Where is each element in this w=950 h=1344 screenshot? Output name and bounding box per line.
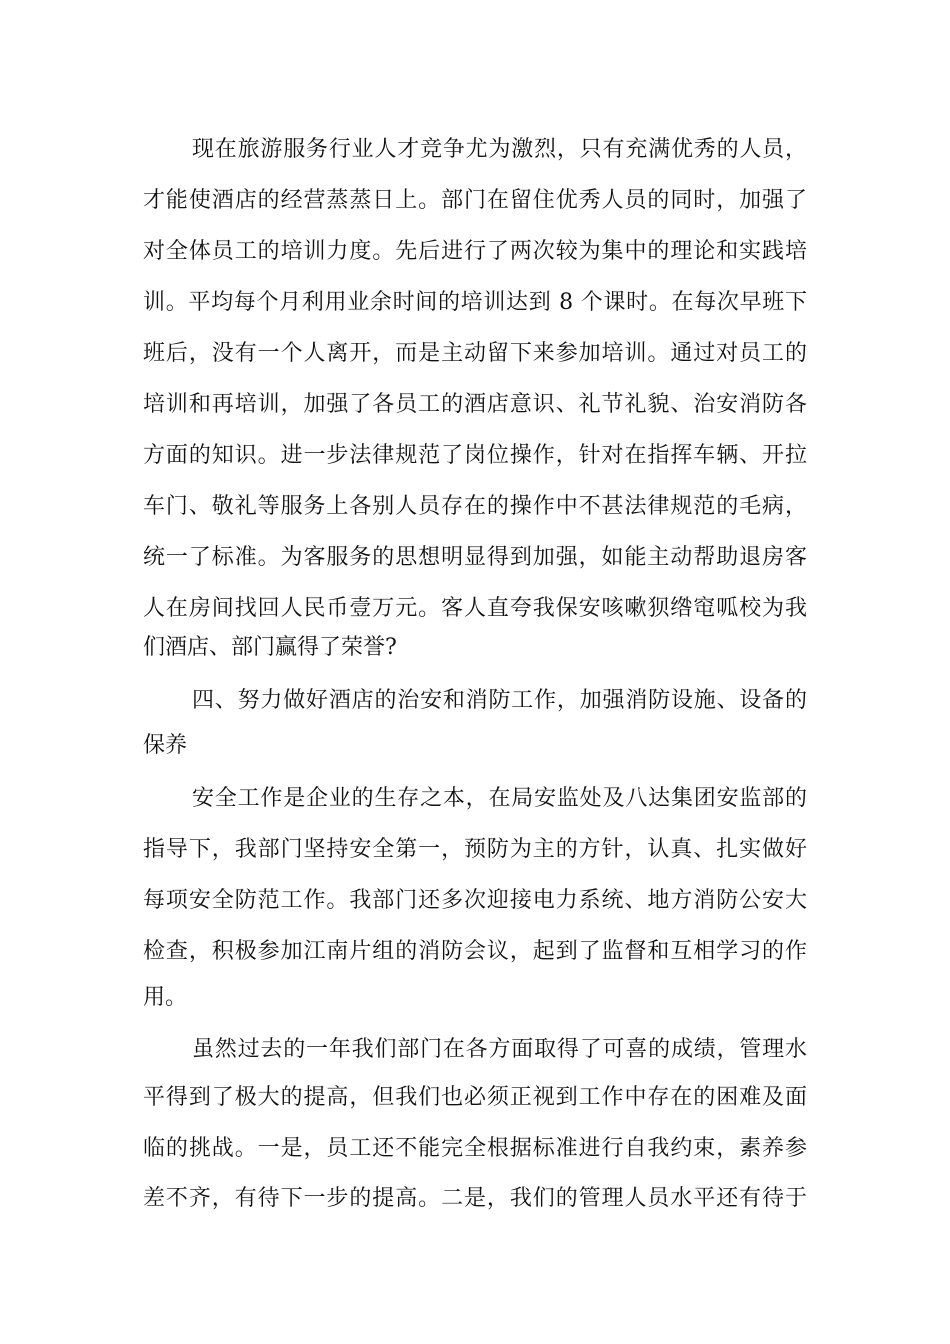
- text-line: 人在房间找回人民币壹万元。客人直夸我保安咳嗽狈绺窀呱校为我: [143, 596, 807, 621]
- text-line: 训。平均每个月利用业余时间的培训达到 8 个课时。在每次早班下: [143, 290, 807, 315]
- heading-line: 四、努力做好酒店的治安和消防工作，加强消防设施、设备的: [192, 688, 807, 713]
- text-line: 班后，没有一个人离开，而是主动留下来参加培训。通过对员工的: [143, 341, 807, 366]
- text-line: 对全体员工的培训力度。先后进行了两次较为集中的理论和实践培: [143, 239, 807, 264]
- text-line: 临的挑战。一是，员工还不能完全根据标准进行自我约束，素养参: [143, 1136, 807, 1161]
- text-line: 用。: [143, 985, 188, 1010]
- text-line: 才能使酒店的经营蒸蒸日上。部门在留住优秀人员的同时，加强了: [143, 188, 807, 213]
- text-line: 平得到了极大的提高，但我们也必须正视到工作中存在的困难及面: [143, 1085, 807, 1110]
- text-line: 检查，积极参加江南片组的消防会议，起到了监督和互相学习的作: [143, 939, 807, 964]
- text-line: 指导下，我部门坚持安全第一，预防为主的方针，认真、扎实做好: [143, 837, 807, 862]
- heading-line: 保养: [143, 733, 188, 758]
- text-line: 方面的知识。进一步法律规范了岗位操作，针对在指挥车辆、开拉: [143, 443, 807, 468]
- text-line: 每项安全防范工作。我部门还多次迎接电力系统、地方消防公安大: [143, 888, 807, 913]
- text-line: 培训和再培训，加强了各员工的酒店意识、礼节礼貌、治安消防各: [143, 392, 807, 417]
- text-line: 车门、敬礼等服务上各别人员存在的操作中不甚法律规范的毛病，: [143, 494, 807, 519]
- text-line: 统一了标准。为客服务的思想明显得到加强，如能主动帮助退房客: [143, 545, 807, 570]
- text-line: 安全工作是企业的生存之本，在局安监处及八达集团安监部的: [192, 786, 807, 811]
- text-line: 们酒店、部门赢得了荣誉?: [143, 635, 397, 660]
- text-line: 虽然过去的一年我们部门在各方面取得了可喜的成绩，管理水: [192, 1037, 807, 1062]
- text-line: 差不齐，有待下一步的提高。二是，我们的管理人员水平还有待于: [143, 1186, 807, 1211]
- text-line: 现在旅游服务行业人才竞争尤为激烈，只有充满优秀的人员，: [192, 137, 807, 162]
